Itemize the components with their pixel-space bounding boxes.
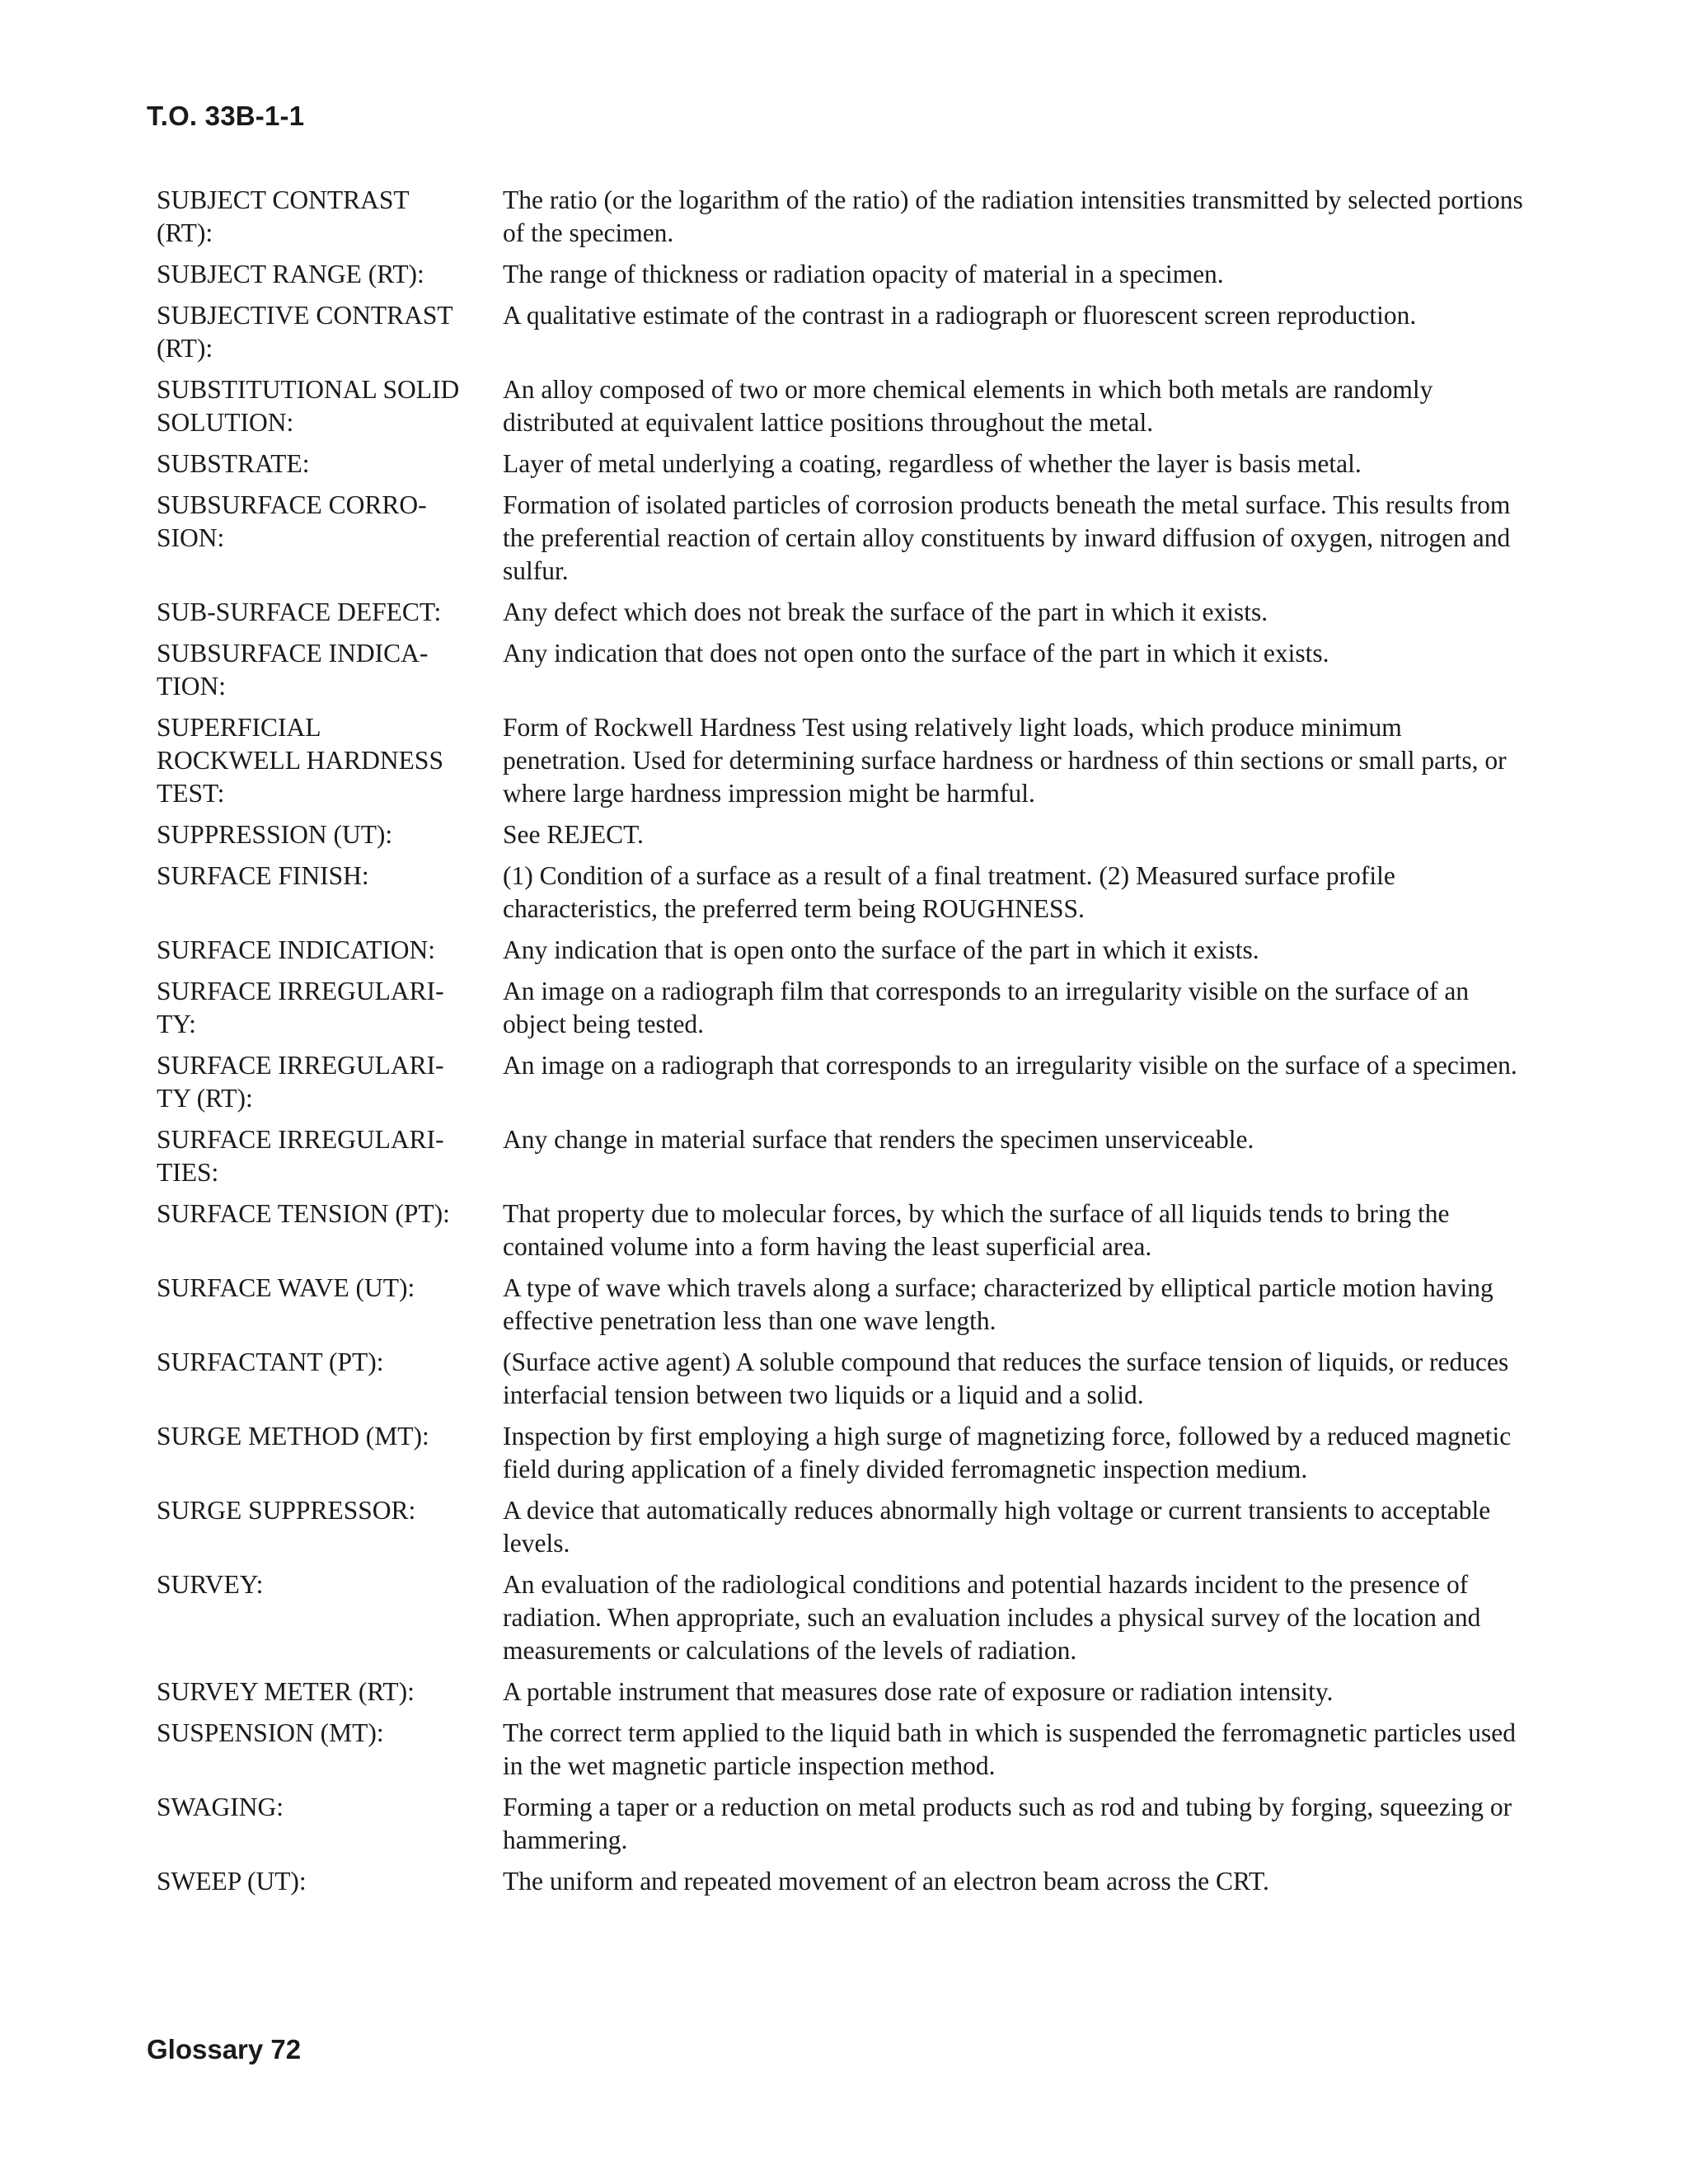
glossary-entry bbox=[157, 184, 1525, 250]
glossary-definition: The range of thickness or radiation opacity of material in a specimen. bbox=[503, 260, 1224, 288]
glossary-entry bbox=[157, 1675, 1525, 1708]
glossary-entry bbox=[157, 860, 1525, 926]
glossary-definition: An image on a radiograph that corresponds to an irregularity visible on the surface of a specimen. bbox=[503, 1051, 1517, 1080]
glossary-entry bbox=[157, 1049, 1525, 1115]
glossary-definition: A portable instrument that measures dose rate of exposure or radiation intensity. bbox=[503, 1677, 1334, 1706]
glossary-entry bbox=[157, 637, 1525, 703]
glossary-term: SURFACE TENSION (PT): bbox=[157, 1199, 450, 1228]
glossary-definition: Any change in material surface that renders the specimen unserviceable. bbox=[503, 1125, 1254, 1154]
glossary-definition: A qualitative estimate of the contrast in a radiograph or fluorescent screen reproduction. bbox=[503, 301, 1417, 330]
glossary-term: SWEEP (UT): bbox=[157, 1867, 307, 1896]
glossary-term: SURVEY METER (RT): bbox=[157, 1677, 415, 1706]
glossary-entry bbox=[157, 299, 1525, 365]
glossary-definition: That property due to molecular forces, by which the surface of all liquids tends to bring the contained volume into a form having the least superficial area. bbox=[503, 1199, 1450, 1261]
glossary-term: SUBSURFACE CORRO- SION: bbox=[157, 490, 427, 552]
glossary-term: SUPERFICIAL ROCKWELL HARDNESS TEST: bbox=[157, 713, 443, 808]
glossary-definition: (Surface active agent) A soluble compound that reduces the surface tension of liquids, or reduces interfacial tension between two liquids or a liquid and a solid. bbox=[503, 1347, 1509, 1409]
glossary-entry bbox=[157, 934, 1525, 967]
glossary-definition: The ratio (or the logarithm of the ratio) of the radiation intensities transmitted by selected portions of the specimen. bbox=[503, 185, 1523, 247]
glossary-definition: Form of Rockwell Hardness Test using relatively light loads, which produce minimum penetration. Used for determining surface hardness or hardness of thin sections or small parts, or where large hardness impression might be harmful. bbox=[503, 713, 1507, 808]
glossary-term: SURFACE IRREGULARI- TIES: bbox=[157, 1125, 444, 1187]
glossary-term: SUBSTITUTIONAL SOLID SOLUTION: bbox=[157, 375, 460, 437]
page-number-footer: Glossary 72 bbox=[147, 2034, 302, 2064]
glossary-entry bbox=[157, 818, 1525, 851]
glossary-definition: Any indication that is open onto the surface of the part in which it exists. bbox=[503, 935, 1259, 964]
glossary-definition: An evaluation of the radiological conditions and potential hazards incident to the presence of radiation. When appropriate, such an evaluation includes a physical survey of the location and measurements or calculations of the levels of radiation. bbox=[503, 1570, 1481, 1665]
glossary-term: SUPPRESSION (UT): bbox=[157, 820, 393, 849]
glossary-entry bbox=[157, 975, 1525, 1041]
glossary-term: SUBJECT RANGE (RT): bbox=[157, 260, 424, 288]
glossary-term: SURFACE WAVE (UT): bbox=[157, 1273, 415, 1302]
glossary-definition: (1) Condition of a surface as a result of a final treatment. (2) Measured surface profile characteristics, the preferred term being ROUGHNESS. bbox=[503, 861, 1395, 923]
glossary-entry bbox=[157, 1123, 1525, 1189]
glossary-term: SUB-SURFACE DEFECT: bbox=[157, 598, 442, 626]
glossary-definition: See REJECT. bbox=[503, 820, 644, 849]
glossary-definition: Any indication that does not open onto the surface of the part in which it exists. bbox=[503, 639, 1329, 668]
glossary-entry bbox=[157, 1197, 1525, 1263]
glossary-term: SURFACE FINISH: bbox=[157, 861, 369, 890]
glossary-entry bbox=[157, 1791, 1525, 1857]
glossary-entry bbox=[157, 1346, 1525, 1412]
glossary-definition: A type of wave which travels along a surface; characterized by elliptical particle motion having effective penetration less than one wave length. bbox=[503, 1273, 1493, 1335]
glossary-entry bbox=[157, 1717, 1525, 1783]
glossary-entry bbox=[157, 1568, 1525, 1667]
glossary-definition: An alloy composed of two or more chemical elements in which both metals are randomly distributed at equivalent lattice positions throughout the metal. bbox=[503, 375, 1433, 437]
glossary-entry bbox=[157, 258, 1525, 291]
glossary-entry bbox=[157, 373, 1525, 439]
glossary-term: SURVEY: bbox=[157, 1570, 264, 1599]
glossary-term: SWAGING: bbox=[157, 1793, 284, 1821]
glossary-list bbox=[157, 184, 1525, 1906]
glossary-term: SUBSURFACE INDICA- TION: bbox=[157, 639, 429, 701]
glossary-term: SURGE METHOD (MT): bbox=[157, 1422, 429, 1451]
glossary-definition: An image on a radiograph film that corresponds to an irregularity visible on the surface of an object being tested. bbox=[503, 977, 1470, 1038]
glossary-definition: Forming a taper or a reduction on metal products such as rod and tubing by forging, squeezing or hammering. bbox=[503, 1793, 1512, 1854]
glossary-entry bbox=[157, 711, 1525, 810]
glossary-definition: Layer of metal underlying a coating, regardless of whether the layer is basis metal. bbox=[503, 449, 1362, 478]
glossary-definition: Any defect which does not break the surface of the part in which it exists. bbox=[503, 598, 1268, 626]
glossary-entry bbox=[157, 489, 1525, 588]
glossary-term: SUBJECT CONTRAST (RT): bbox=[157, 185, 410, 247]
glossary-entry bbox=[157, 1865, 1525, 1898]
glossary-term: SURFACE INDICATION: bbox=[157, 935, 436, 964]
glossary-definition: The correct term applied to the liquid bath in which is suspended the ferromagnetic particles used in the wet magnetic particle inspection method. bbox=[503, 1718, 1516, 1780]
glossary-term: SUBJECTIVE CONTRAST (RT): bbox=[157, 301, 453, 363]
glossary-definition: Formation of isolated particles of corrosion products beneath the metal surface. This results from the preferential reaction of certain alloy constituents by inward diffusion of oxygen, nitrogen and sulfur. bbox=[503, 490, 1511, 585]
glossary-definition: The uniform and repeated movement of an electron beam across the CRT. bbox=[503, 1867, 1269, 1896]
glossary-term: SUBSTRATE: bbox=[157, 449, 310, 478]
glossary-entry bbox=[157, 1420, 1525, 1486]
glossary-term: SURFACE IRREGULARI- TY (RT): bbox=[157, 1051, 444, 1113]
glossary-term: SURFACE IRREGULARI- TY: bbox=[157, 977, 444, 1038]
glossary-definition: A device that automatically reduces abnormally high voltage or current transients to acceptable levels. bbox=[503, 1496, 1491, 1558]
glossary-definition: Inspection by first employing a high surge of magnetizing force, followed by a reduced magnetic field during application of a finely divided ferromagnetic inspection medium. bbox=[503, 1422, 1512, 1483]
glossary-term: SURFACTANT (PT): bbox=[157, 1347, 384, 1376]
glossary-term: SUSPENSION (MT): bbox=[157, 1718, 384, 1747]
glossary-entry bbox=[157, 1494, 1525, 1560]
glossary-entry bbox=[157, 448, 1525, 480]
document-id-header: T.O. 33B-1-1 bbox=[147, 101, 305, 131]
glossary-entry bbox=[157, 596, 1525, 629]
glossary-entry bbox=[157, 1272, 1525, 1338]
glossary-term: SURGE SUPPRESSOR: bbox=[157, 1496, 416, 1525]
